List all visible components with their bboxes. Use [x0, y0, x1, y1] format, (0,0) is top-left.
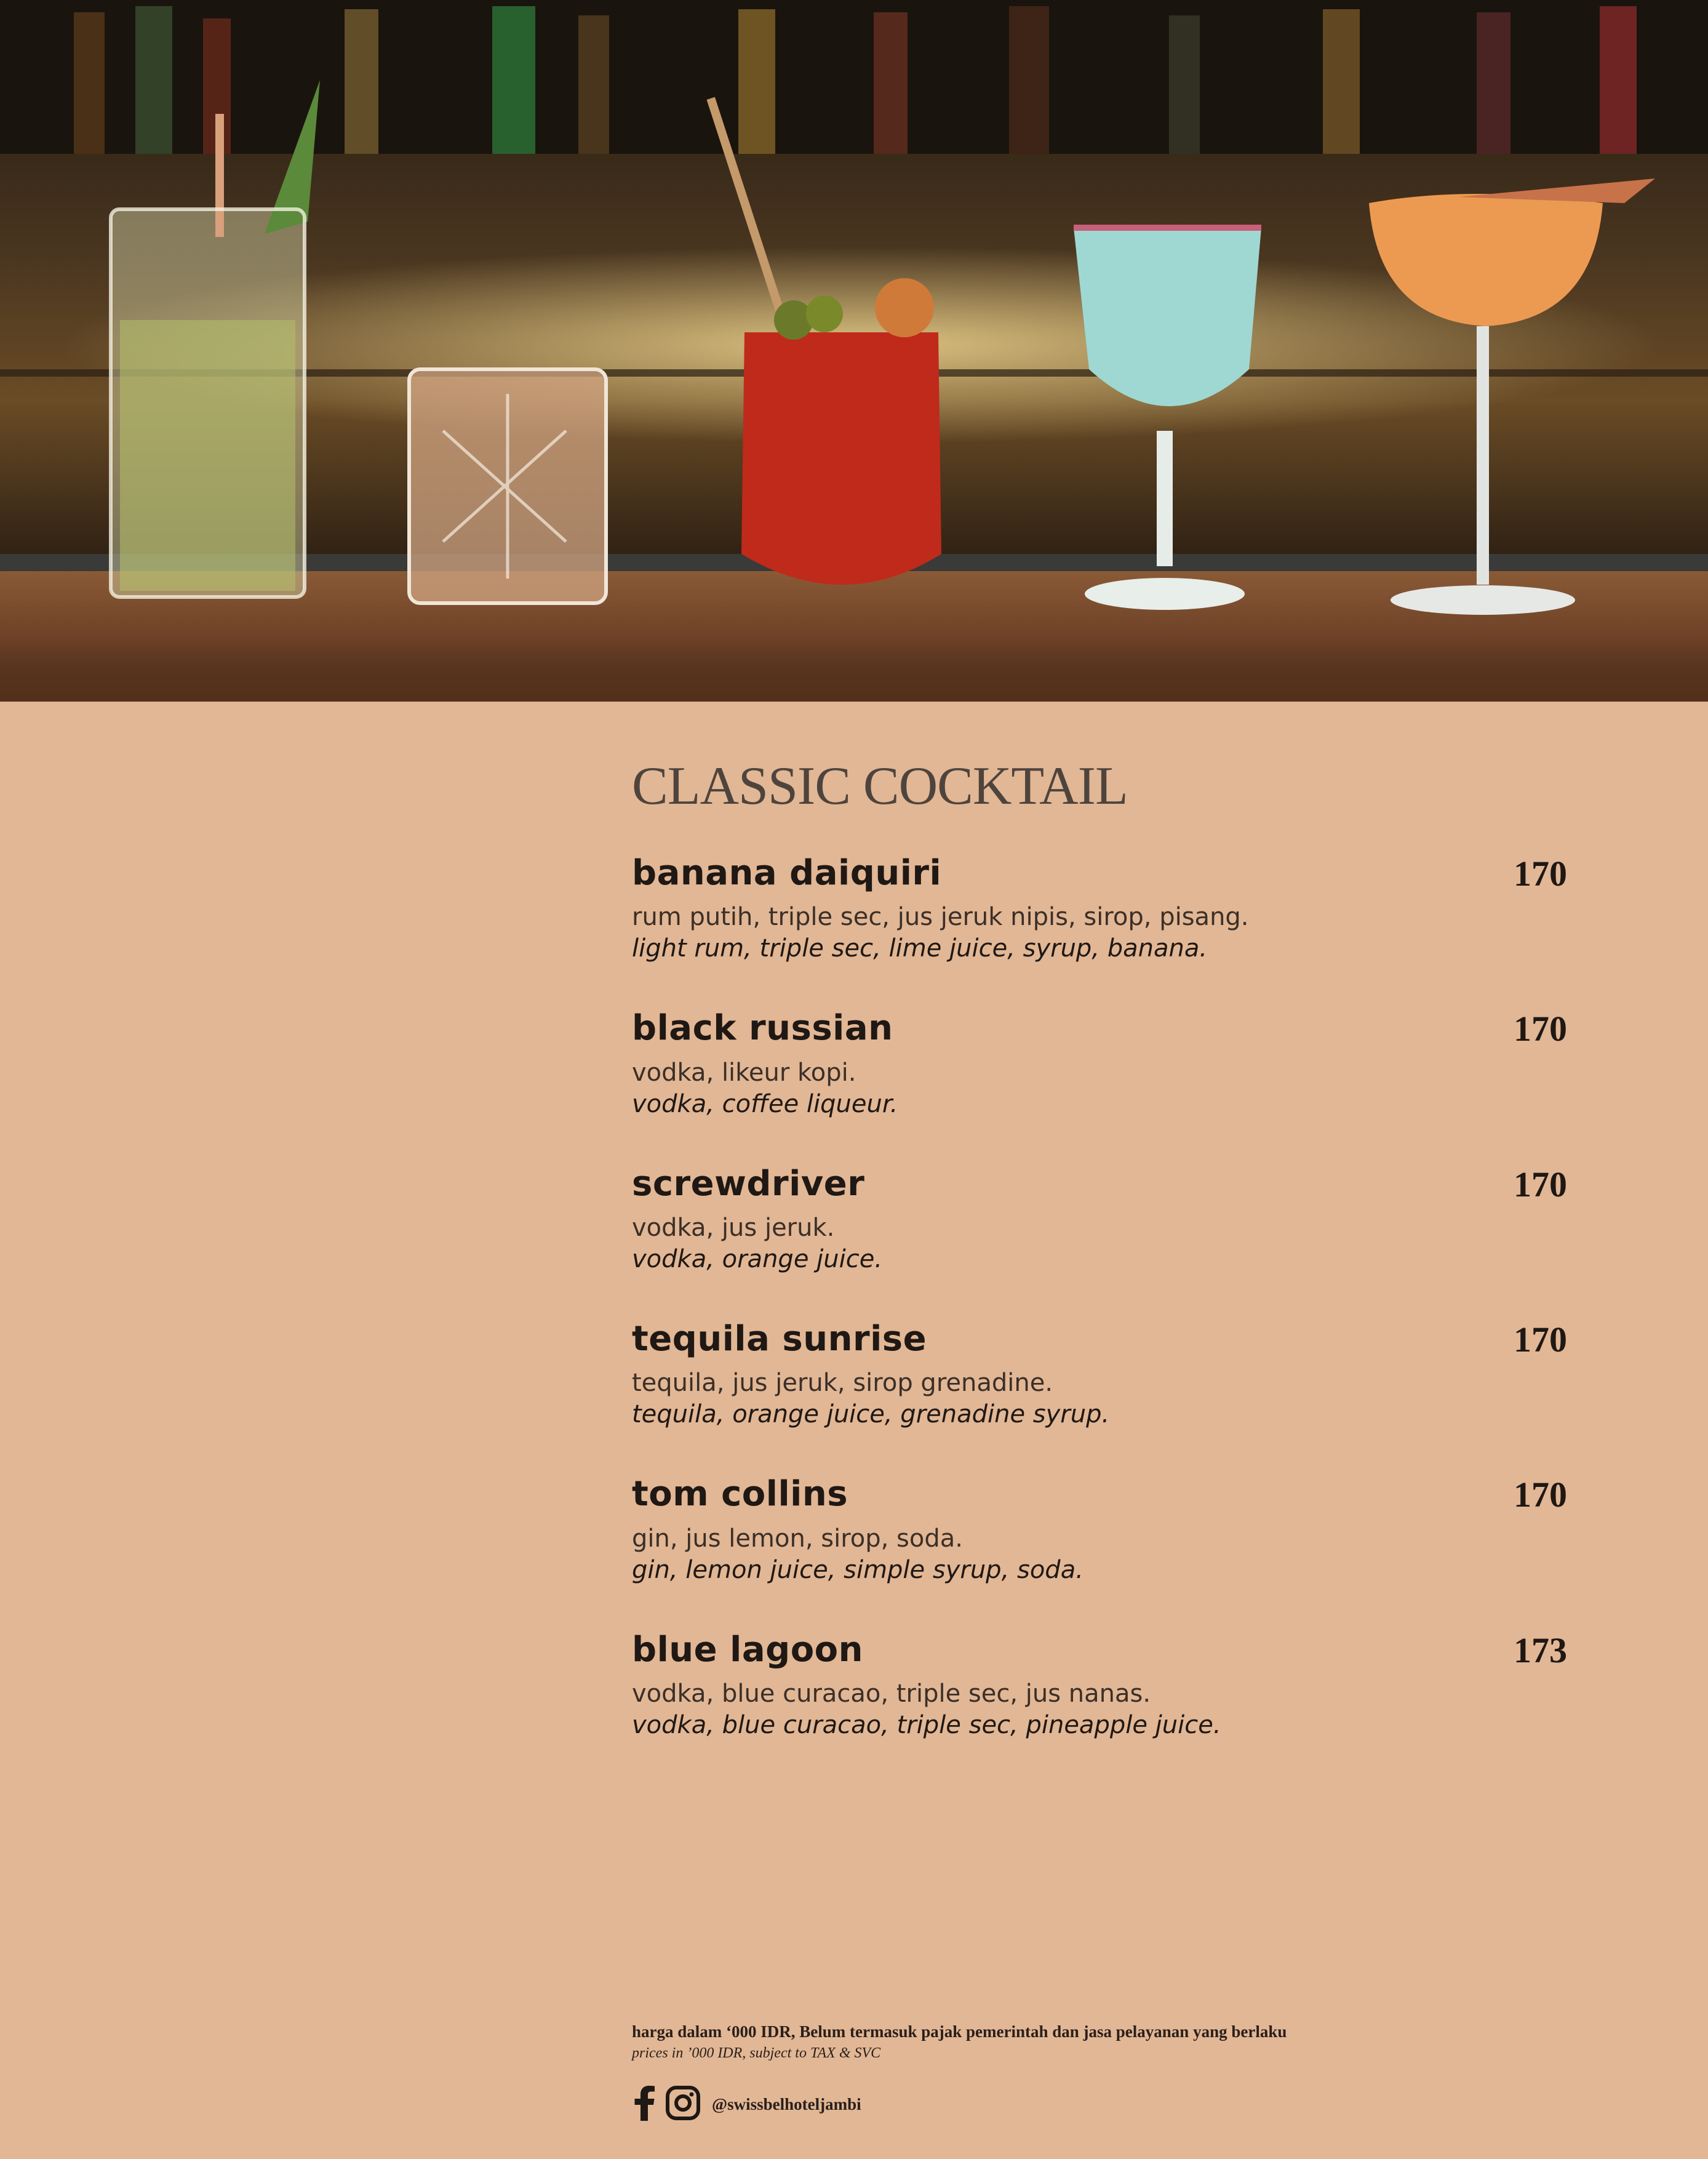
item-description-en: gin, lemon juice, simple syrup, soda. [632, 1555, 1083, 1584]
item-name: tequila sunrise [632, 1318, 927, 1359]
item-price: 170 [1514, 1009, 1567, 1049]
social-handle[interactable]: @swissbelhoteljambi [712, 2095, 861, 2113]
social-links [632, 2085, 1678, 2124]
item-price: 170 [1514, 1319, 1567, 1360]
item-description-en: vodka, blue curacao, triple sec, pineapple juice. [632, 1711, 1221, 1740]
section-title: CLASSIC COCKTAIL [632, 756, 1128, 816]
menu-item [632, 1164, 1567, 1275]
item-price: 173 [1514, 1630, 1567, 1670]
item-description-en: tequila, orange juice, grenadine syrup. [632, 1400, 1110, 1429]
item-description-id: vodka, likeur kopi. [632, 1058, 856, 1087]
item-name: blue lagoon [632, 1629, 864, 1670]
footer [632, 2022, 1678, 2124]
item-price: 170 [1514, 1475, 1567, 1515]
item-name: banana daiquiri [632, 852, 942, 893]
facebook-icon[interactable] [632, 2085, 656, 2124]
price-note-id: harga dalam ‘000 IDR, Belum termasuk pajak pemerintah dan jasa pelayanan yang berlaku [632, 2022, 1287, 2041]
item-description-en: vodka, coffee liqueur. [632, 1089, 898, 1118]
item-description-en: vodka, orange juice. [632, 1244, 883, 1273]
menu-item [632, 1320, 1567, 1430]
item-description-en: light rum, triple sec, lime juice, syrup, banana. [632, 934, 1208, 963]
item-name: tom collins [632, 1474, 848, 1515]
instagram-icon[interactable] [665, 2085, 701, 2124]
item-price: 170 [1514, 1164, 1567, 1204]
price-note-en: prices in ’000 IDR, subject to TAX & SVC [632, 2045, 881, 2061]
item-name: black russian [632, 1008, 893, 1049]
menu-item [632, 1475, 1567, 1585]
item-name: screwdriver [632, 1163, 865, 1204]
cocktail-photo [0, 0, 1708, 702]
item-description-id: gin, jus lemon, sirop, soda. [632, 1524, 963, 1553]
item-price: 170 [1514, 853, 1567, 894]
item-description-id: rum putih, triple sec, jus jeruk nipis, sirop, pisang. [632, 903, 1249, 932]
item-description-id: vodka, blue curacao, triple sec, jus nanas. [632, 1680, 1151, 1708]
menu-item [632, 1630, 1567, 1741]
item-description-id: vodka, jus jeruk. [632, 1213, 835, 1242]
item-description-id: tequila, jus jeruk, sirop grenadine. [632, 1369, 1053, 1398]
menu-item [632, 854, 1567, 964]
menu-item [632, 1009, 1567, 1120]
menu-section [632, 757, 1567, 1785]
